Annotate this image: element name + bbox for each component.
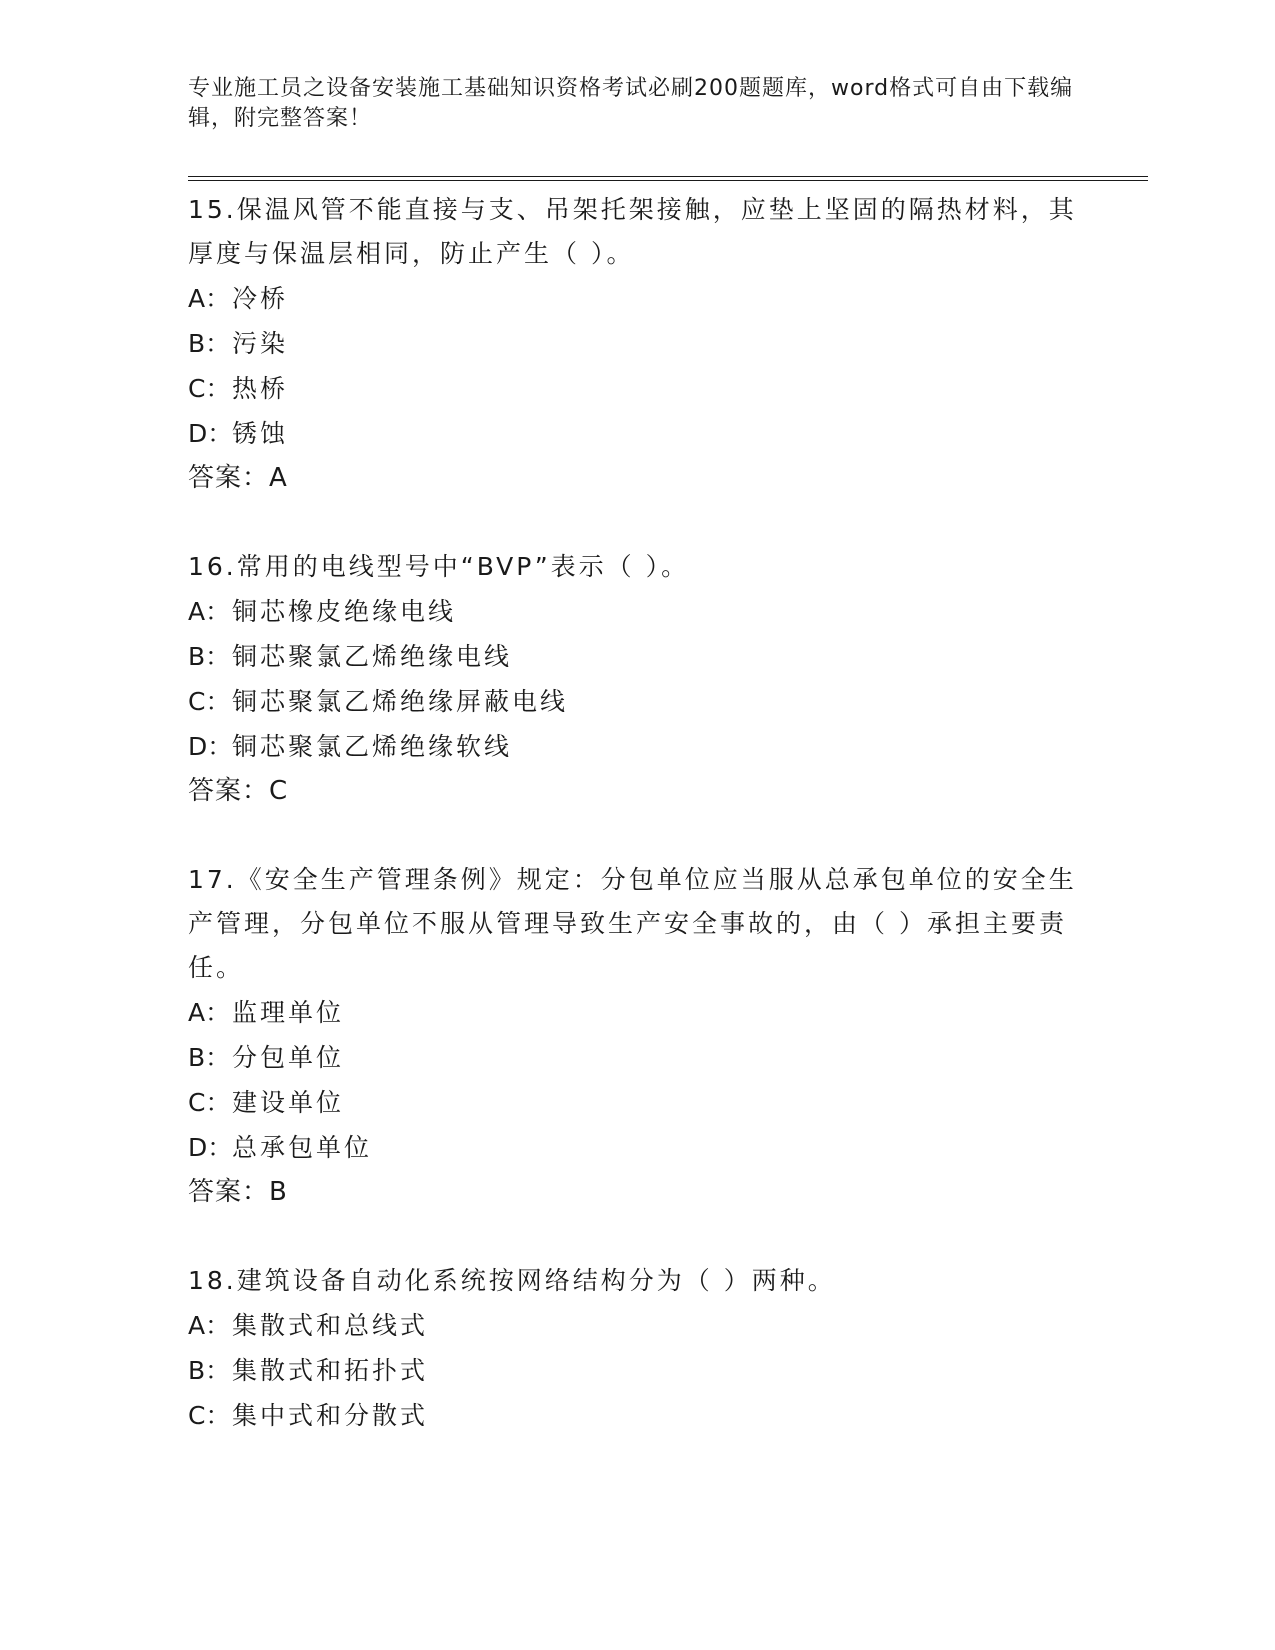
question-15 [188, 188, 1088, 501]
option-letter: C： [188, 1401, 231, 1430]
option-letter: C： [188, 687, 231, 716]
option-letter: B： [188, 1043, 231, 1072]
option-text: 分包单位 [232, 1043, 345, 1072]
option-d [188, 1125, 1088, 1170]
option-text: 总承包单位 [232, 1133, 373, 1162]
option-c [188, 366, 1088, 411]
question-16 [188, 545, 1088, 814]
question-list [188, 188, 1088, 1482]
header-rule-bottom [188, 180, 1148, 181]
option-d [188, 724, 1088, 769]
option-c [188, 1080, 1088, 1125]
answer-line: 答案：B [188, 1177, 288, 1207]
option-text: 污染 [232, 329, 289, 358]
option-text: 铜芯聚氯乙烯绝缘电线 [232, 642, 513, 671]
question-stem: 16.常用的电线型号中“BVP”表示（ ）。 [188, 552, 690, 581]
option-letter: D： [188, 732, 233, 761]
question-18 [188, 1259, 1088, 1438]
option-b [188, 634, 1088, 679]
option-c [188, 679, 1088, 724]
option-a [188, 1303, 1088, 1348]
option-letter: A： [188, 284, 231, 313]
question-stem: 18.建筑设备自动化系统按网络结构分为（ ）两种。 [188, 1266, 836, 1295]
option-b [188, 1035, 1088, 1080]
option-d [188, 411, 1088, 456]
option-b [188, 1348, 1088, 1393]
option-text: 集散式和总线式 [232, 1311, 429, 1340]
option-letter: D： [188, 419, 233, 448]
option-text: 热桥 [232, 374, 289, 403]
option-text: 冷桥 [232, 284, 289, 313]
answer-line: 答案：C [188, 776, 289, 806]
option-text: 建设单位 [232, 1088, 345, 1117]
question-17 [188, 858, 1088, 1215]
option-letter: C： [188, 1088, 231, 1117]
option-a [188, 276, 1088, 321]
option-letter: A： [188, 1311, 231, 1340]
header-rule-top [188, 176, 1148, 177]
option-text: 集中式和分散式 [232, 1401, 429, 1430]
option-text: 锈蚀 [232, 419, 289, 448]
option-c [188, 1393, 1088, 1438]
answer-line: 答案：A [188, 463, 288, 493]
option-text: 集散式和拓扑式 [232, 1356, 429, 1385]
option-letter: A： [188, 597, 231, 626]
option-letter: B： [188, 1356, 231, 1385]
option-text: 铜芯聚氯乙烯绝缘软线 [232, 732, 513, 761]
option-letter: D： [188, 1133, 233, 1162]
document-header: 专业施工员之设备安装施工基础知识资格考试必刷200题题库，word格式可自由下载编辑，附完整答案！ [188, 76, 1074, 131]
option-letter: C： [188, 374, 231, 403]
option-letter: B： [188, 642, 231, 671]
option-text: 监理单位 [232, 998, 345, 1027]
option-b [188, 321, 1088, 366]
option-text: 铜芯橡皮绝缘电线 [232, 597, 457, 626]
option-a [188, 589, 1088, 634]
question-stem: 17.《安全生产管理条例》规定：分包单位应当服从总承包单位的安全生产管理，分包单位不服从管理导致生产安全事故的，由（ ）承担主要责任。 [188, 865, 1077, 982]
option-letter: A： [188, 998, 231, 1027]
option-letter: B： [188, 329, 231, 358]
option-a [188, 990, 1088, 1035]
question-stem: 15.保温风管不能直接与支、吊架托架接触，应垫上坚固的隔热材料，其厚度与保温层相同，防止产生（ ）。 [188, 195, 1077, 268]
option-text: 铜芯聚氯乙烯绝缘屏蔽电线 [232, 687, 569, 716]
